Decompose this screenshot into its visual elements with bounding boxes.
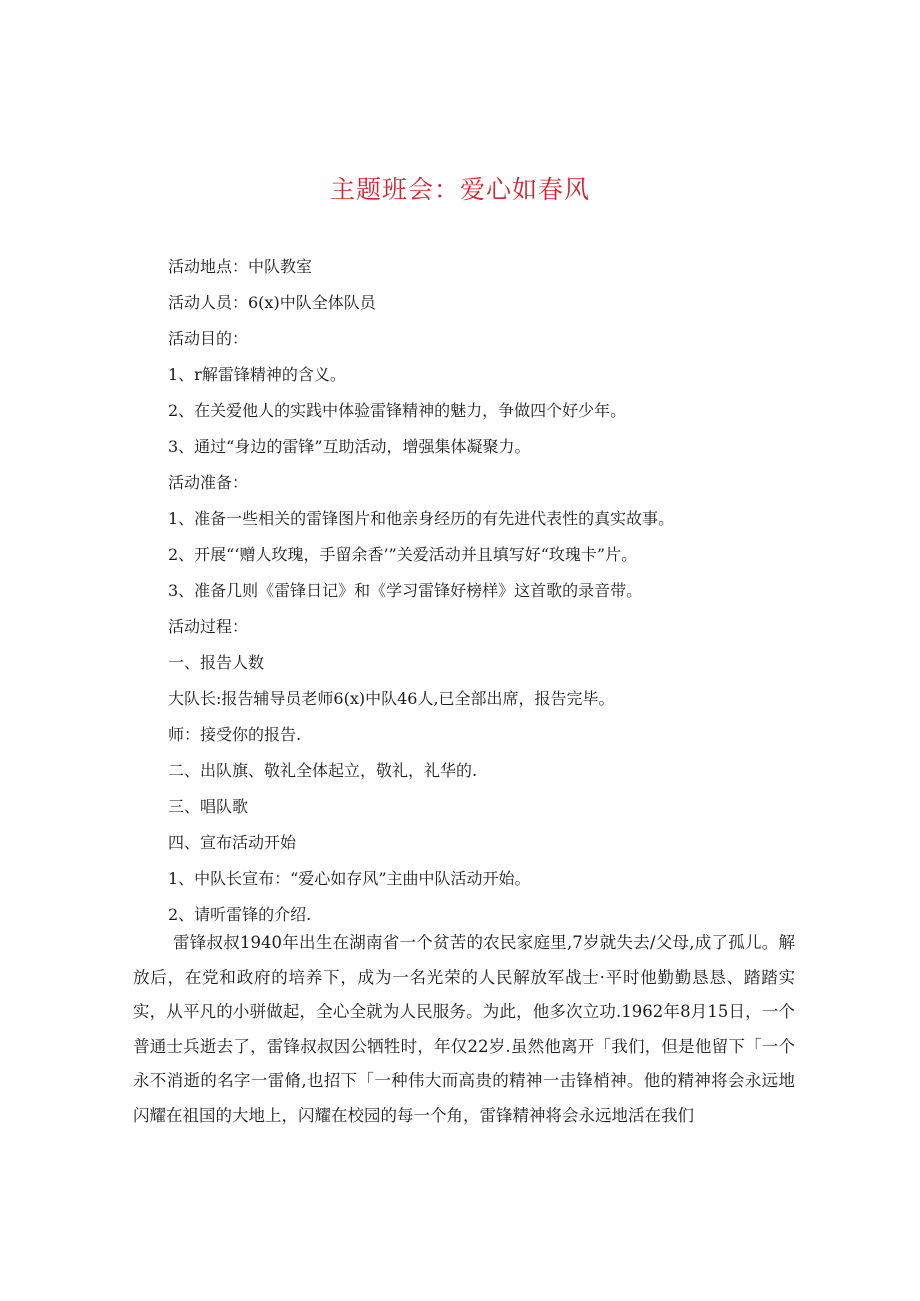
outline-line: 一、报告人数 bbox=[168, 653, 265, 672]
outline-line: 1、中队长宣布：“爱心如存风”主曲中队活动开始。 bbox=[168, 869, 531, 888]
activity-outline bbox=[168, 254, 788, 938]
outline-line: 师：接受你的报告. bbox=[168, 725, 302, 744]
outline-line: 活动地点：中队教室 bbox=[168, 257, 313, 276]
outline-line: 3、准备几则《雷锋日记》和《学习雷锋好榜样》这首歌的录音带。 bbox=[168, 581, 643, 600]
outline-line: 2、在关爱他人的实践中体验雷锋精神的魅力，争做四个好少年。 bbox=[168, 401, 627, 420]
outline-line: 1、准备一些相关的雷锋图片和他亲身经历的有先进代表性的真实故事。 bbox=[168, 509, 675, 528]
outline-line: 二、出队旗、敬礼全体起立，敬礼，礼华的. bbox=[168, 761, 478, 780]
outline-line: 大队长:报告辅导员老师6(x)中队46人,已全部出席，报告完毕。 bbox=[168, 689, 615, 708]
outline-line: 三、唱队歌 bbox=[168, 797, 249, 816]
outline-line: 活动过程： bbox=[168, 617, 249, 636]
outline-line: 3、通过“身边的雷锋”互助活动，增强集体凝聚力。 bbox=[168, 437, 531, 456]
outline-line: 活动目的： bbox=[168, 329, 249, 348]
outline-line: 活动人员：6(x)中队全体队员 bbox=[168, 293, 376, 312]
outline-line: 2、请听雷锋的介绍. bbox=[168, 905, 312, 924]
lei-feng-introduction-paragraph: 雷锋叔叔1940年出生在湖南省一个贫苦的农民家庭里,7岁就失去/父母,成了孤儿。解放后，在党和政府的培养下，成为一名光荣的人民解放军战士·平时他勤勤恳恳、踏踏实实，从平凡的小骈做起，全心全就为人民服务。为此，他多次立功.1962年8月15日，一个普通士兵逝去了，雷锋叔叔因公牺牲时，年仅22岁.虽然他离开「我们，但是他留下「一个永不消逝的名字一雷脩,也招下「一种伟大而高贵的精神一击锋梢神。他的精神将会永远地闪耀在祖国的大地上，闪耀在校园的每一个角，雷锋精神将会永远地活在我们 bbox=[133, 933, 795, 1125]
outline-line: 活动准备： bbox=[168, 473, 249, 492]
outline-line: 1、r解雷锋精神的含义。 bbox=[168, 365, 346, 384]
document-title: 主题班会：爱心如春风 bbox=[329, 175, 590, 204]
outline-line: 四、宣布活动开始 bbox=[168, 833, 297, 852]
outline-line: 2、开展“‘赠人玫瑰，手留余香’”关爱活动并且填写好“玫瑰卡”片。 bbox=[168, 545, 638, 564]
